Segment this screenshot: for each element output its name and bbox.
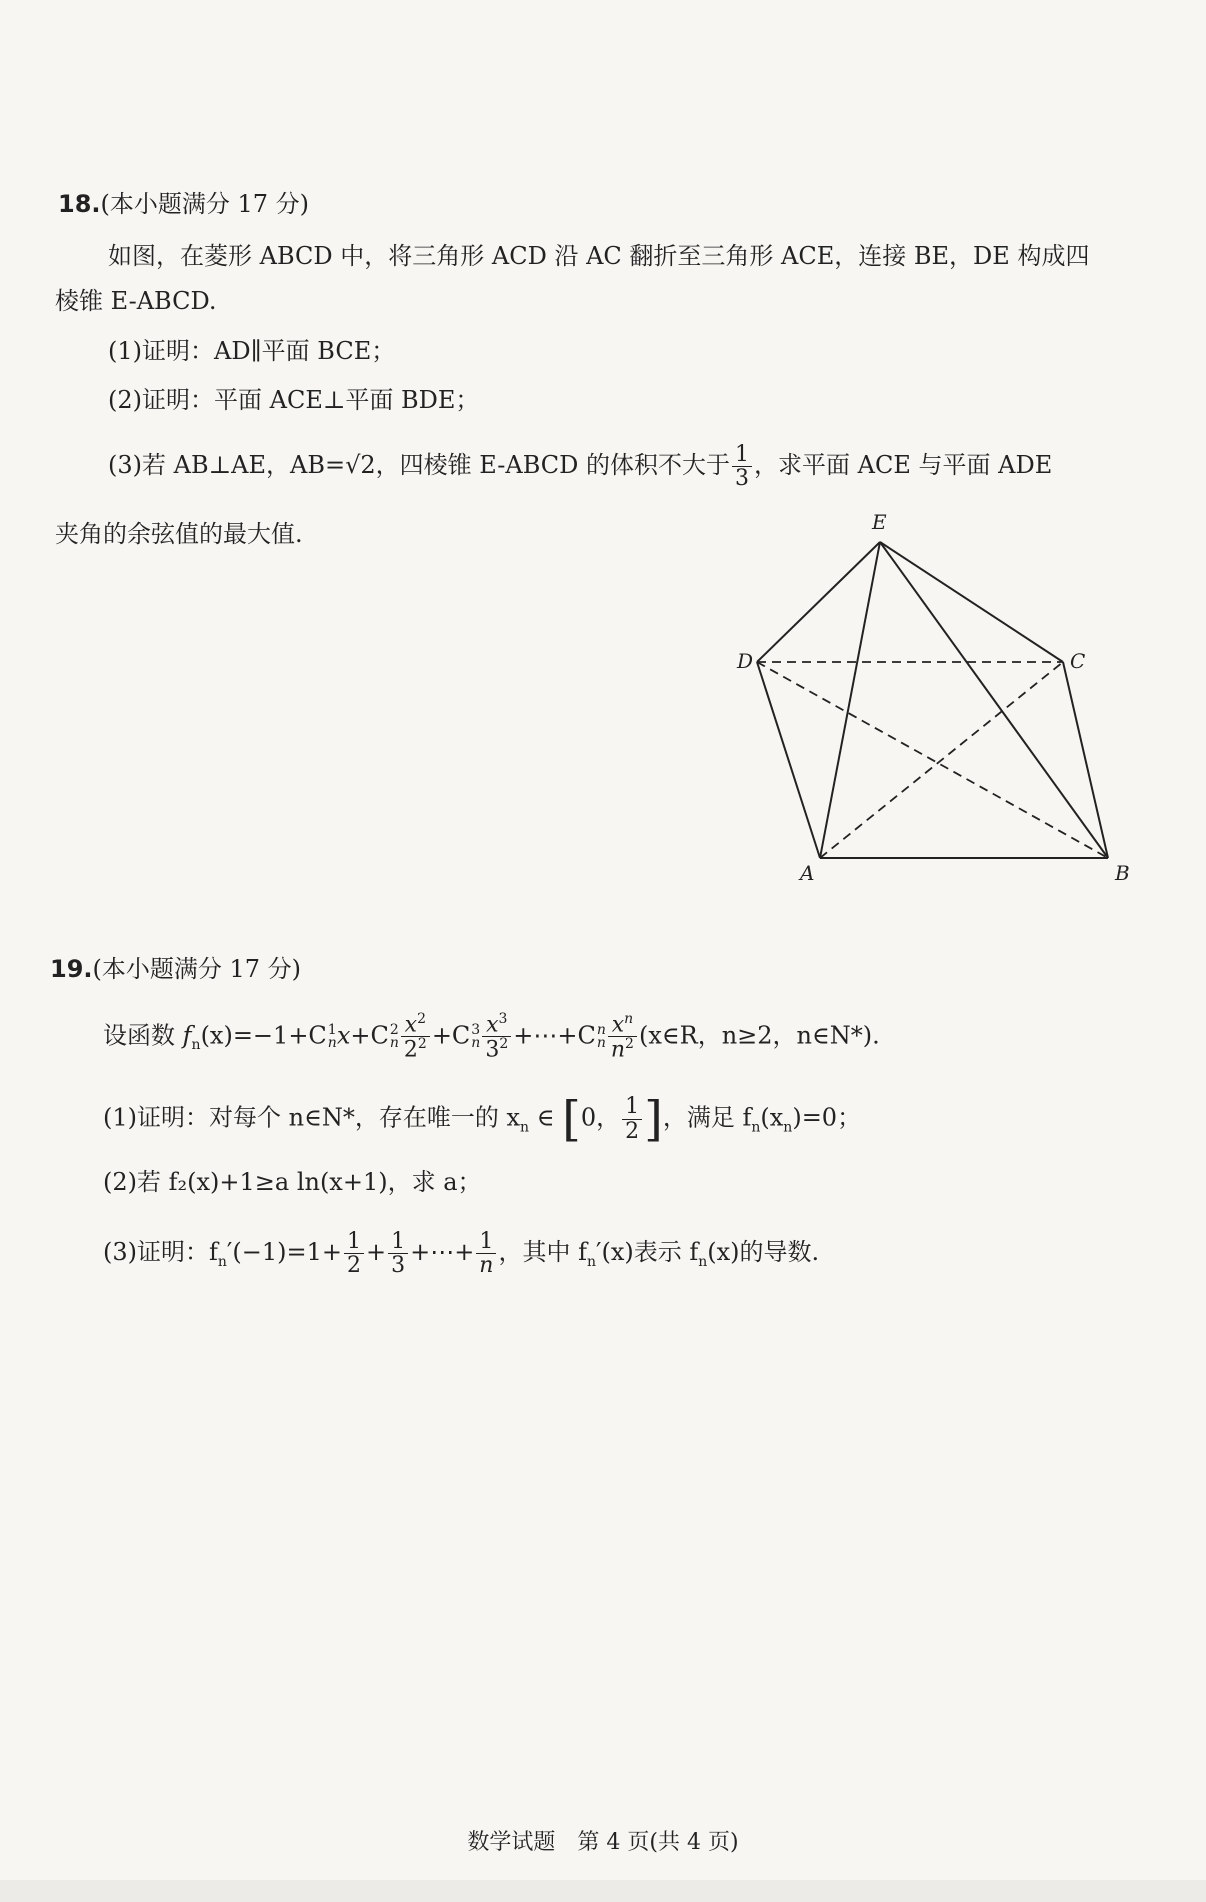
label-E: E <box>872 510 887 534</box>
q18-stem-line2: 棱锥 E-ABCD. <box>55 287 217 315</box>
pyramid-figure <box>720 505 1140 885</box>
edge-EC <box>880 542 1063 662</box>
q18-part3: (3)若 AB⊥AE，AB=√2，四棱锥 E-ABCD 的体积不大于 $\frac{1}{3}$ ，求平面 ACE 与平面 ADE <box>108 442 1053 492</box>
q19-stem: 设函数 $f_n(x)=-1+C$ 1 n x+C 2 n $\frac{x^2}{2^2}$ +C 3 n $\frac{x^3}{3^2}$ +⋯+C n n $\frac{x^n}{n^2}$ (x∈R，n≥2，n∈N*). <box>103 1011 880 1063</box>
label-B: B <box>1115 861 1130 885</box>
scan-edge <box>0 1880 1206 1902</box>
q18-part3-line2: 夹角的余弦值的最大值. <box>55 520 303 548</box>
q18-part2: (2)证明：平面 ACE⊥平面 BDE； <box>108 386 480 414</box>
q18-part1: (1)证明：AD∥平面 BCE； <box>108 337 396 365</box>
edge-EA <box>820 542 880 858</box>
q18-stem-line1: 如图，在菱形 ABCD 中，将三角形 ACD 沿 AC 翻折至三角形 ACE，连接 BE，DE 构成四 <box>108 242 1090 270</box>
q19-part3: (3)证明：$f_n'(-1)=1+$ $\frac{1}{2}$ + $\frac{1}{3}$ +⋯+ $\frac{1}{n}$ ，其中 $f_n'(x)$表示 $f_n(x)$的导数. <box>103 1229 820 1279</box>
label-A: A <box>800 861 815 885</box>
label-D: D <box>737 649 754 673</box>
q19-part1: (1)证明：对每个 n∈N*，存在唯一的 $x_n$ ∈ [0， $\frac{1}{2}$ ]，满足 $f_n(x_n)=0$； <box>103 1091 862 1147</box>
q18-part3-fraction: $\frac{1}{3}$ <box>732 443 752 490</box>
edge-EB <box>880 542 1108 858</box>
q19-part2: (2)若 f₂(x)+1≥a ln(x+1)，求 a； <box>103 1168 482 1196</box>
page-footer: 数学试题 第 4 页(共 4 页) <box>467 1830 739 1855</box>
q19-header: 19.(本小题满分 17 分) <box>50 955 302 983</box>
label-C: C <box>1070 649 1086 673</box>
edge-AC-dashed <box>820 662 1063 858</box>
q18-header: 18.(本小题满分 17 分) <box>58 190 310 218</box>
edge-CB <box>1063 662 1108 858</box>
